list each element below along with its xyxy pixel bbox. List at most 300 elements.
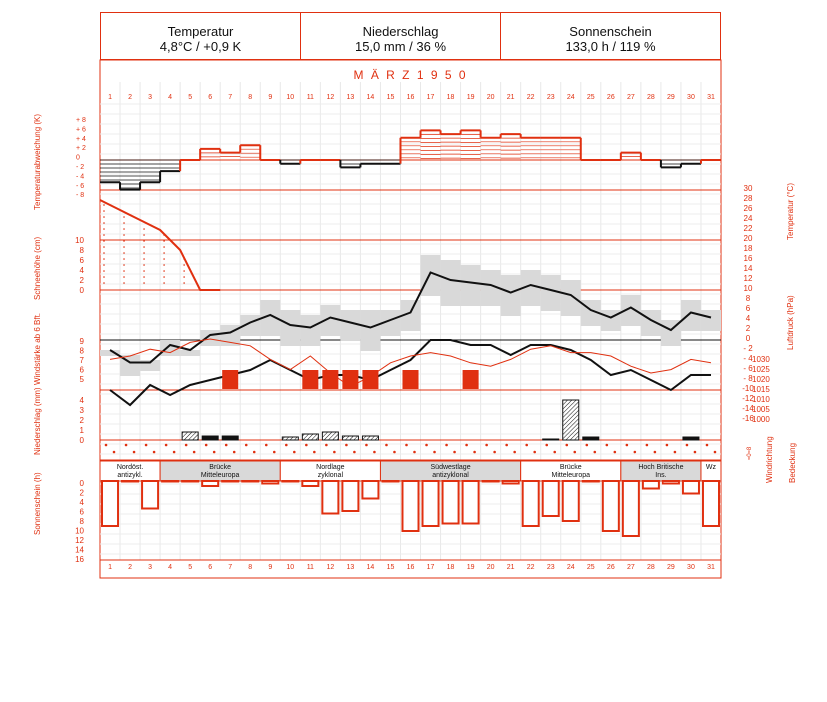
precip-tick: 0 bbox=[79, 436, 84, 445]
sunshine-bar-day-21 bbox=[503, 481, 519, 484]
temp-tick: 20 bbox=[743, 234, 753, 243]
temp-tick: -10 bbox=[742, 384, 754, 393]
day-label-bottom: 30 bbox=[687, 564, 695, 571]
wind-tick: 9 bbox=[79, 337, 84, 346]
temp-range-day-14 bbox=[360, 310, 380, 351]
wind-direction-marker bbox=[585, 444, 588, 447]
anomaly-tick: + 2 bbox=[76, 145, 86, 153]
weather-type-label: Nordöst. bbox=[116, 464, 144, 471]
day-label-top: 24 bbox=[566, 94, 575, 101]
precip-tick: 2 bbox=[79, 416, 84, 425]
weather-type-label: Hoch Britische bbox=[638, 464, 684, 471]
day-label-top: 26 bbox=[606, 94, 615, 101]
cloud-cover-marker bbox=[634, 451, 637, 454]
sunshine-tick: 16 bbox=[75, 555, 84, 564]
wind-direction-marker bbox=[706, 444, 709, 447]
day-label-bottom: 26 bbox=[606, 564, 615, 571]
snow-tick: 8 bbox=[79, 246, 84, 255]
day-label-bottom: 19 bbox=[466, 564, 475, 571]
day-label-bottom: 6 bbox=[208, 564, 213, 571]
cloud-cover-marker bbox=[453, 451, 456, 454]
temp-tick: - 2 bbox=[743, 344, 753, 353]
temp-range-day-10 bbox=[280, 310, 300, 346]
snow-dot bbox=[163, 282, 165, 284]
sunshine-bar-day-10 bbox=[282, 481, 298, 482]
temp-tick: 4 bbox=[745, 314, 751, 323]
wind-direction-marker bbox=[686, 444, 689, 447]
snow-dot bbox=[123, 222, 125, 224]
sunshine-bar-day-18 bbox=[443, 481, 459, 524]
precip-bar-day-10 bbox=[282, 437, 298, 440]
sunshine-tick: 0 bbox=[79, 479, 84, 488]
cloud-cover-marker bbox=[513, 451, 516, 454]
day-label-top: 4 bbox=[168, 94, 173, 101]
precip-bar-day-11 bbox=[302, 434, 318, 440]
wind-direction-marker bbox=[365, 444, 368, 447]
snow-dot bbox=[123, 276, 125, 278]
wind-tick: 5 bbox=[79, 375, 84, 384]
snow-dot bbox=[183, 264, 185, 266]
weather-type-label-line2: antizyklonal bbox=[432, 472, 469, 479]
temp-tick: 30 bbox=[743, 184, 753, 193]
sunshine-tick: 2 bbox=[79, 488, 84, 498]
day-label-top: 20 bbox=[486, 94, 495, 101]
day-label-bottom: 9 bbox=[268, 564, 273, 571]
wind-tick: 8 bbox=[79, 346, 84, 356]
snow-dot bbox=[123, 282, 125, 284]
snow-dot bbox=[143, 252, 145, 254]
snow-dot bbox=[143, 240, 145, 242]
wind-direction-marker bbox=[505, 444, 508, 447]
day-label-top: 18 bbox=[446, 94, 455, 101]
sunshine-tick: 14 bbox=[75, 545, 84, 555]
temp-range-day-11 bbox=[300, 315, 320, 346]
weather-type-label-line2: Mitteleuropa bbox=[551, 472, 591, 479]
snow-dot bbox=[183, 258, 185, 260]
sunshine-bar-day-23 bbox=[543, 481, 559, 516]
snow-dot bbox=[103, 204, 105, 206]
snow-dot bbox=[103, 216, 105, 218]
cloud-cover-marker bbox=[694, 451, 697, 454]
wind-direction-marker bbox=[165, 444, 168, 447]
temp-range-day-30 bbox=[681, 300, 701, 331]
anomaly-tick: + 8 bbox=[76, 117, 86, 124]
sunshine-bar-day-29 bbox=[663, 481, 679, 484]
snow-dot bbox=[123, 216, 125, 218]
snow-dot bbox=[103, 258, 105, 260]
day-label-top: 8 bbox=[248, 94, 253, 101]
snow-dot bbox=[123, 264, 125, 266]
day-label-bottom: 22 bbox=[526, 564, 535, 571]
snow-dot bbox=[163, 264, 165, 266]
pressure-tick: 1015 bbox=[752, 385, 770, 394]
precip-tick: 1 bbox=[79, 426, 84, 435]
temp-tick: - 6 bbox=[743, 364, 753, 373]
snow-dot bbox=[143, 276, 145, 278]
snow-dot bbox=[103, 252, 105, 254]
sunshine-bar-day-24 bbox=[563, 481, 579, 521]
snow-dot bbox=[163, 258, 165, 260]
pressure-tick: 1030 bbox=[752, 355, 770, 364]
weather-type-label: Südwestlage bbox=[430, 464, 471, 471]
wind-direction-marker bbox=[485, 444, 488, 447]
wind-direction-marker bbox=[205, 444, 208, 447]
temp-tick: 18 bbox=[743, 244, 753, 253]
wind-direction-marker bbox=[105, 444, 108, 447]
wind-axis-label: Windstärke ab 6 Bft. bbox=[33, 312, 42, 385]
snow-dot bbox=[143, 258, 145, 260]
cloud-cover-marker bbox=[714, 451, 717, 454]
sunshine-bar-day-16 bbox=[402, 481, 418, 531]
cloud-cover-marker bbox=[293, 451, 296, 454]
snow-dot bbox=[143, 264, 145, 266]
sunshine-bar-day-13 bbox=[342, 481, 358, 511]
day-label-top: 22 bbox=[526, 94, 535, 101]
day-label-bottom: 11 bbox=[306, 564, 314, 571]
cloud-cover-marker bbox=[273, 451, 276, 454]
precip-bar-day-6 bbox=[202, 436, 218, 440]
weather-type-label: Brücke bbox=[209, 464, 232, 471]
temp-tick: 2 bbox=[745, 324, 751, 333]
snow-dot bbox=[183, 282, 185, 284]
pressure-axis-label: Luftdruck (hPa) bbox=[786, 295, 795, 350]
snow-dot bbox=[123, 252, 125, 254]
temp-tick: 10 bbox=[743, 284, 753, 293]
cloud-cover-label: Bedeckung bbox=[788, 442, 797, 483]
sunshine-tick: 12 bbox=[75, 536, 84, 545]
day-label-top: 23 bbox=[546, 94, 555, 101]
wind-bar-day-7 bbox=[222, 370, 238, 389]
pressure-tick: 1010 bbox=[752, 395, 770, 404]
day-label-bottom: 20 bbox=[486, 564, 495, 571]
precip-bar-day-13 bbox=[342, 436, 358, 440]
wind-direction-marker bbox=[465, 444, 468, 447]
day-label-bottom: 21 bbox=[506, 564, 515, 571]
snow-tick: 2 bbox=[79, 276, 84, 285]
temp-range-day-21 bbox=[501, 275, 521, 316]
wind-direction-marker bbox=[265, 444, 268, 447]
pressure-tick: 1000 bbox=[752, 415, 770, 424]
temp-range-day-13 bbox=[340, 310, 360, 341]
precip-bar-day-5 bbox=[182, 432, 198, 440]
anomaly-tick: - 4 bbox=[76, 173, 85, 181]
weather-type-label-line2: Ins. bbox=[655, 472, 667, 479]
day-label-top: 13 bbox=[346, 94, 355, 101]
precip-bar-day-23 bbox=[543, 439, 559, 440]
snow-dot bbox=[103, 234, 105, 236]
day-label-bottom: 2 bbox=[128, 564, 133, 571]
weather-type-label: Wz bbox=[705, 464, 717, 471]
precip-tick: 4 bbox=[79, 396, 84, 405]
day-label-bottom: 13 bbox=[346, 564, 355, 571]
snow-dot bbox=[123, 258, 125, 260]
day-label-bottom: 12 bbox=[326, 564, 335, 571]
sunshine-bar-day-26 bbox=[603, 481, 619, 531]
day-label-bottom: 15 bbox=[386, 564, 395, 571]
sunshine-bar-day-30 bbox=[683, 481, 699, 494]
day-label-top: 19 bbox=[466, 94, 475, 101]
cloud-cover-marker bbox=[393, 451, 396, 454]
wind-direction-marker bbox=[445, 444, 448, 447]
temp-tick: 14 bbox=[743, 264, 753, 273]
temp-range-day-19 bbox=[461, 265, 481, 306]
precip-bar-day-30 bbox=[683, 437, 699, 440]
weather-type-label-line2: Mitteleuropa bbox=[200, 472, 240, 479]
cloud-cover-marker bbox=[333, 451, 336, 454]
sunshine-axis-label: Sonnenschein (h) bbox=[33, 472, 42, 535]
day-label-top: 29 bbox=[667, 94, 675, 101]
weather-type-label-line2: zyklonal bbox=[317, 472, 344, 479]
anomaly-tick: - 2 bbox=[76, 164, 85, 171]
cloud-cover-marker bbox=[133, 451, 136, 454]
day-label-bottom: 31 bbox=[707, 564, 715, 571]
cloud-cover-marker bbox=[173, 451, 176, 454]
anomaly-tick: - 6 bbox=[76, 182, 85, 190]
snow-dot bbox=[163, 234, 165, 236]
day-label-bottom: 5 bbox=[188, 564, 193, 571]
sunshine-bar-day-8 bbox=[242, 481, 258, 482]
day-label-bottom: 18 bbox=[446, 564, 455, 571]
day-label-top: 30 bbox=[687, 94, 695, 101]
sunshine-bar-day-7 bbox=[222, 481, 238, 482]
wind-direction-marker bbox=[525, 444, 528, 447]
cloud-cover-marker bbox=[113, 451, 116, 454]
sunshine-bar-day-11 bbox=[302, 481, 318, 486]
sunshine-bar-day-6 bbox=[202, 481, 218, 486]
day-label-bottom: 23 bbox=[546, 564, 555, 571]
day-label-bottom: 8 bbox=[248, 564, 253, 571]
anomaly-tick: - 8 bbox=[76, 192, 85, 200]
snow-dot bbox=[103, 222, 105, 224]
temp-tick: 6 bbox=[745, 304, 751, 313]
day-label-top: 7 bbox=[228, 94, 233, 101]
wind-direction-marker bbox=[385, 444, 388, 447]
snow-dot bbox=[143, 228, 145, 230]
temp-range-day-6 bbox=[200, 330, 220, 346]
precip-tick: 3 bbox=[79, 406, 84, 415]
precip-axis-label: Niederschlag (mm) bbox=[33, 387, 42, 455]
precip-bar-day-14 bbox=[362, 436, 378, 440]
wind-direction-marker bbox=[405, 444, 408, 447]
weather-type-label-line2: antizykl. bbox=[117, 472, 143, 479]
wind-tick: 6 bbox=[79, 365, 84, 375]
temp-tick: 0 bbox=[745, 334, 751, 343]
day-label-bottom: 28 bbox=[646, 564, 655, 571]
temp-range-day-31 bbox=[701, 310, 721, 331]
sunshine-bar-day-2 bbox=[122, 481, 138, 482]
wind-direction-marker bbox=[545, 444, 548, 447]
snow-dot bbox=[103, 276, 105, 278]
snow-dot bbox=[163, 240, 165, 242]
precip-bar-day-12 bbox=[322, 432, 338, 440]
wind-direction-marker bbox=[325, 444, 328, 447]
cloud-cover-marker bbox=[553, 451, 556, 454]
day-label-bottom: 24 bbox=[566, 564, 575, 571]
cloud-cover-marker bbox=[573, 451, 576, 454]
cloud-cover-marker bbox=[433, 451, 436, 454]
snow-dot bbox=[183, 276, 185, 278]
wind-tick: 7 bbox=[79, 356, 84, 365]
snow-dot bbox=[103, 264, 105, 266]
sunshine-bar-day-22 bbox=[523, 481, 539, 526]
snow-dot bbox=[123, 270, 125, 272]
snow-dot bbox=[163, 252, 165, 254]
snow-dot bbox=[163, 270, 165, 272]
sunshine-bar-day-1 bbox=[102, 481, 118, 526]
anomaly-tick: 0 bbox=[76, 154, 80, 162]
cloud-cover-marker bbox=[614, 451, 617, 454]
day-label-top: 5 bbox=[188, 94, 193, 101]
temp-tick: - 8 bbox=[743, 374, 753, 383]
snow-dot bbox=[143, 246, 145, 248]
temp-tick: 8 bbox=[745, 294, 751, 303]
cloud-cover-marker bbox=[313, 451, 316, 454]
header-sunshine-value: 133,0 h / 119 % bbox=[565, 39, 656, 54]
day-label-bottom: 7 bbox=[228, 564, 233, 571]
snow-tick: 4 bbox=[79, 266, 84, 275]
sunshine-bar-day-27 bbox=[623, 481, 639, 536]
cloud-cover-marker bbox=[213, 451, 216, 454]
snow-dot bbox=[103, 282, 105, 284]
day-label-top: 27 bbox=[626, 94, 635, 101]
cloud-cover-marker bbox=[413, 451, 416, 454]
snow-dot bbox=[143, 270, 145, 272]
day-label-bottom: 16 bbox=[406, 564, 415, 571]
sunshine-bar-day-9 bbox=[262, 481, 278, 484]
day-label-top: 16 bbox=[406, 94, 415, 101]
snow-dot bbox=[143, 234, 145, 236]
weather-type-label: Brücke bbox=[559, 464, 582, 471]
temp-range-day-24 bbox=[561, 280, 581, 316]
cloud-scale-label: ≈0≈8 bbox=[747, 446, 753, 460]
wind-direction-marker bbox=[626, 444, 629, 447]
snow-dot bbox=[103, 228, 105, 230]
temp-tick: -14 bbox=[742, 404, 754, 413]
sunshine-tick: 10 bbox=[75, 526, 84, 536]
day-label-bottom: 3 bbox=[148, 564, 153, 571]
temp-tick: 24 bbox=[743, 214, 753, 223]
snow-dot bbox=[123, 246, 125, 248]
pressure-tick: 1025 bbox=[752, 365, 770, 374]
snow-tick: 0 bbox=[79, 286, 84, 295]
temp-tick: 16 bbox=[743, 254, 753, 263]
snow-dot bbox=[123, 228, 125, 230]
wind-direction-marker bbox=[145, 444, 148, 447]
wind-bar-day-16 bbox=[402, 370, 418, 389]
snow-tick: 6 bbox=[79, 256, 84, 265]
snow-dot bbox=[103, 246, 105, 248]
cloud-cover-marker bbox=[253, 451, 256, 454]
snow-dot bbox=[183, 270, 185, 272]
snow-dot bbox=[143, 282, 145, 284]
wind-direction-marker bbox=[245, 444, 248, 447]
sunshine-bar-day-4 bbox=[162, 481, 178, 482]
sunshine-bar-day-5 bbox=[182, 481, 198, 482]
weather-type-label: Nordlage bbox=[316, 464, 345, 471]
temp-tick: 26 bbox=[743, 204, 753, 213]
header-precipitation-value: 15,0 mm / 36 % bbox=[354, 39, 447, 54]
cloud-cover-marker bbox=[674, 451, 677, 454]
temp-tick: 12 bbox=[743, 274, 753, 283]
header-precipitation-title: Niederschlag bbox=[362, 24, 439, 39]
day-label-top: 2 bbox=[128, 94, 133, 101]
snow-tick: 10 bbox=[75, 236, 84, 245]
snow-axis-label: Schneehöhe (cm) bbox=[33, 236, 42, 300]
day-label-top: 9 bbox=[268, 94, 273, 101]
temp-range-day-18 bbox=[441, 260, 461, 306]
wind-bar-day-19 bbox=[463, 370, 479, 389]
pressure-tick: 1005 bbox=[752, 405, 770, 414]
day-label-bottom: 25 bbox=[586, 564, 595, 571]
sunshine-bar-day-25 bbox=[583, 481, 599, 482]
pressure-tick: 1020 bbox=[752, 375, 770, 384]
day-label-top: 1 bbox=[108, 94, 112, 101]
wind-direction-marker bbox=[345, 444, 348, 447]
sunshine-tick: 6 bbox=[79, 507, 84, 517]
wind-direction-marker bbox=[666, 444, 669, 447]
snow-dot bbox=[123, 234, 125, 236]
temp-tick: 28 bbox=[743, 194, 753, 203]
cloud-cover-marker bbox=[193, 451, 196, 454]
precip-bar-day-25 bbox=[583, 437, 599, 440]
cloud-cover-marker bbox=[493, 451, 496, 454]
day-label-bottom: 10 bbox=[286, 564, 295, 571]
sunshine-tick: 8 bbox=[79, 517, 84, 526]
day-label-bottom: 29 bbox=[667, 564, 675, 571]
wind-bar-day-11 bbox=[302, 370, 318, 389]
day-label-bottom: 4 bbox=[168, 564, 173, 571]
sunshine-bar-day-15 bbox=[382, 481, 398, 482]
temp-tick: -16 bbox=[742, 414, 754, 423]
day-label-top: 31 bbox=[707, 94, 715, 101]
day-label-top: 6 bbox=[208, 94, 213, 101]
day-label-bottom: 14 bbox=[366, 564, 375, 571]
temp-tick: 22 bbox=[743, 224, 753, 233]
day-label-top: 17 bbox=[426, 94, 435, 101]
cloud-cover-marker bbox=[533, 451, 536, 454]
header-temperature-value: 4,8°C / +0,9 K bbox=[159, 39, 242, 54]
temp-range-day-4 bbox=[160, 340, 180, 356]
wind-direction-marker bbox=[606, 444, 609, 447]
wind-direction-marker bbox=[185, 444, 188, 447]
header-temperature-title: Temperatur bbox=[167, 24, 234, 39]
snow-dot bbox=[103, 210, 105, 212]
snow-dot bbox=[163, 276, 165, 278]
precip-bar-day-7 bbox=[222, 436, 238, 440]
snow-dot bbox=[123, 240, 125, 242]
wind-direction-marker bbox=[285, 444, 288, 447]
cloud-cover-marker bbox=[593, 451, 596, 454]
wind-direction-marker bbox=[565, 444, 568, 447]
header-sunshine-title: Sonnenschein bbox=[569, 24, 652, 39]
month-title: M Ä R Z 1 9 5 0 bbox=[353, 68, 468, 82]
day-label-top: 21 bbox=[506, 94, 515, 101]
cloud-cover-marker bbox=[654, 451, 657, 454]
sunshine-bar-day-20 bbox=[483, 481, 499, 482]
anomaly-axis-label: Temperaturabweichung (K) bbox=[33, 113, 42, 210]
day-label-top: 28 bbox=[646, 94, 655, 101]
day-label-top: 25 bbox=[586, 94, 595, 101]
cloud-cover-marker bbox=[353, 451, 356, 454]
day-label-top: 15 bbox=[386, 94, 395, 101]
day-label-bottom: 17 bbox=[426, 564, 435, 571]
wind-direction-marker bbox=[646, 444, 649, 447]
temp-axis-label: Temperatur (°C) bbox=[786, 183, 795, 240]
anomaly-tick: + 4 bbox=[76, 135, 86, 143]
sunshine-bar-day-28 bbox=[643, 481, 659, 489]
temp-tick: - 4 bbox=[743, 354, 753, 363]
snow-dot bbox=[103, 270, 105, 272]
